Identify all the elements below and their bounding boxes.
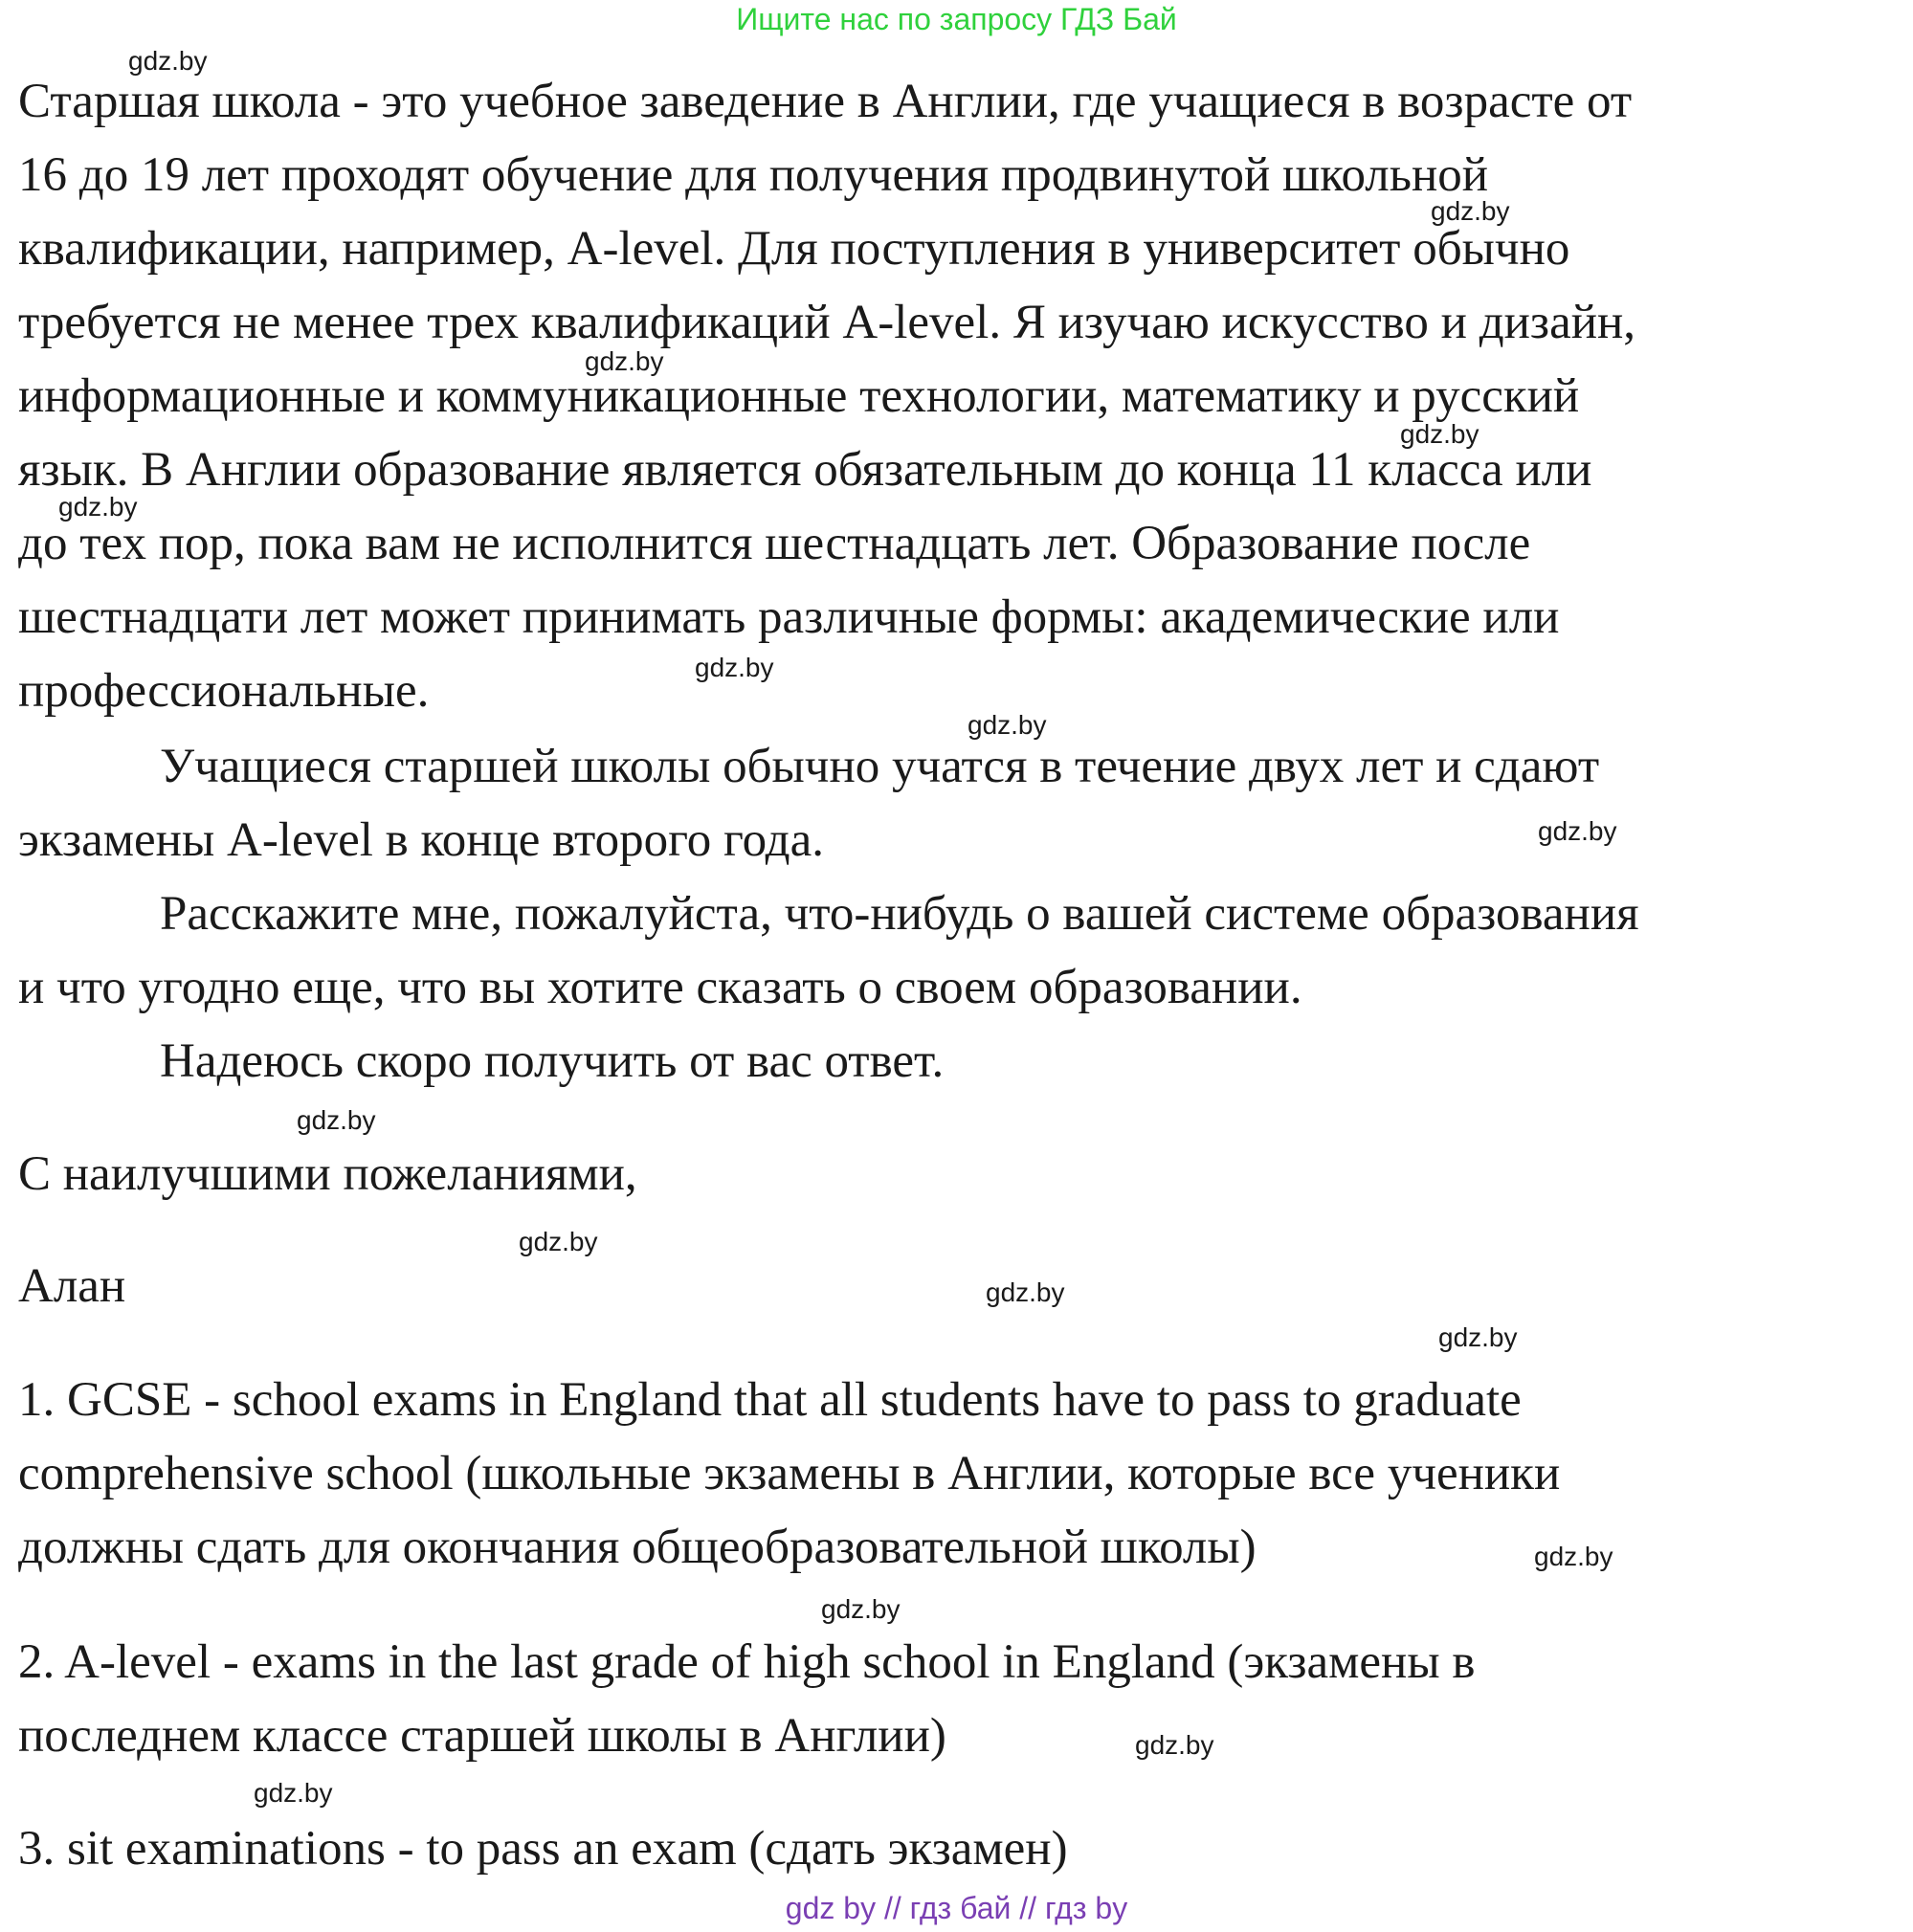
watermark: gdz.by <box>58 492 138 522</box>
watermark: gdz.by <box>1431 196 1510 226</box>
text-line: comprehensive school (школьные экзамены в Англии, которые все ученики <box>18 1447 1561 1500</box>
footer-banner: gdz by // гдз бай // гдз by <box>785 1891 1128 1925</box>
letter-paragraph-4 <box>18 1025 1894 1099</box>
text-line: шестнадцати лет может принимать различные формы: академические или <box>18 590 1560 644</box>
watermark: gdz.by <box>986 1277 1065 1307</box>
letter-signature <box>18 1250 1894 1323</box>
text-line: С наилучшими пожеланиями, <box>18 1147 637 1201</box>
glossary-item-3 <box>18 1812 1894 1886</box>
watermark: gdz.by <box>128 46 208 76</box>
watermark: gdz.by <box>1438 1322 1518 1352</box>
letter-paragraph-2 <box>18 730 1894 877</box>
text-line: требуется не менее трех квалификаций A-level. Я изучаю искусство и дизайн, <box>18 296 1636 349</box>
text-line: профессиональные. <box>18 664 430 718</box>
text-line: 3. sit examinations - to pass an exam (сдать экзамен) <box>18 1822 1068 1876</box>
text-line: и что угодно еще, что вы хотите сказать о своем образовании. <box>18 961 1302 1014</box>
text-line: должны сдать для окончания общеобразовательной школы) <box>18 1521 1257 1574</box>
header-banner: Ищите нас по запросу ГДЗ Бай <box>736 2 1177 36</box>
text-line: до тех пор, пока вам не исполнится шестнадцать лет. Образование после <box>18 517 1531 570</box>
text-line: Старшая школа - это учебное заведение в Англии, где учащиеся в возрасте от <box>18 75 1633 128</box>
watermark: gdz.by <box>254 1778 333 1808</box>
text-line: Учащиеся старшей школы обычно учатся в течение двух лет и сдают <box>160 740 1600 793</box>
watermark: gdz.by <box>1534 1542 1613 1571</box>
text-line: Надеюсь скоро получить от вас ответ. <box>160 1034 945 1088</box>
text-line: экзамены A-level в конце второго года. <box>18 813 824 867</box>
glossary-item-2 <box>18 1626 1894 1773</box>
watermark: gdz.by <box>585 346 664 376</box>
text-line: последнем классе старшей школы в Англии) <box>18 1709 946 1763</box>
text-line: 2. A-level - exams in the last grade of high school in England (экзамены в <box>18 1635 1476 1689</box>
text-line: 16 до 19 лет проходят обучение для получения продвинутой школьной <box>18 148 1489 202</box>
watermark: gdz.by <box>1400 419 1479 449</box>
watermark: gdz.by <box>297 1105 376 1135</box>
text-line: Расскажите мне, пожалуйста, что-нибудь о вашей системе образования <box>160 887 1639 941</box>
text-line: язык. В Англии образование является обязательным до конца 11 класса или <box>18 443 1592 497</box>
text-line: Алан <box>18 1259 126 1313</box>
watermark: gdz.by <box>1135 1730 1214 1760</box>
text-line: квалификации, например, A-level. Для поступления в университет обычно <box>18 222 1570 276</box>
letter-paragraph-1 <box>18 65 1894 728</box>
watermark: gdz.by <box>519 1227 598 1256</box>
text-line: 1. GCSE - school exams in England that all students have to pass to graduate <box>18 1373 1522 1427</box>
text-line: информационные и коммуникационные технологии, математику и русский <box>18 369 1580 423</box>
letter-paragraph-3 <box>18 877 1894 1025</box>
watermark: gdz.by <box>695 653 774 682</box>
watermark: gdz.by <box>1538 816 1617 846</box>
watermark: gdz.by <box>821 1594 901 1624</box>
watermark: gdz.by <box>968 710 1047 740</box>
letter-closing <box>18 1138 1894 1211</box>
